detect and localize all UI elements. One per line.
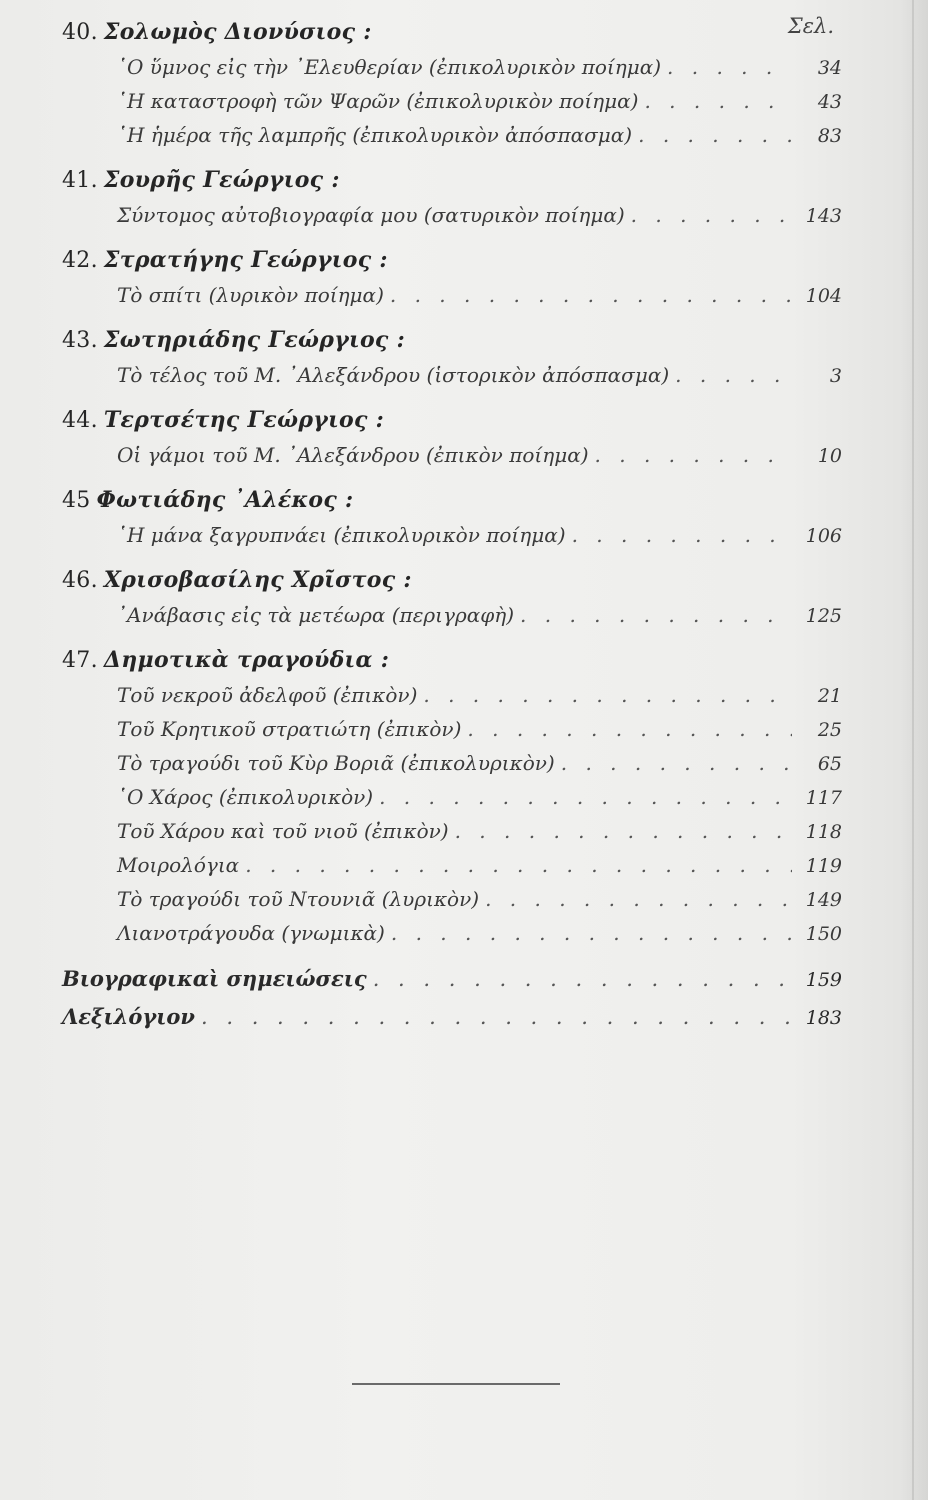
leader-dots (201, 998, 792, 1036)
toc-entry (62, 814, 842, 848)
entry-title: Σύντομος αὐτοβιογραφία μου (σατυρικὸν ποίημα) (117, 203, 625, 227)
toc-entry (62, 278, 842, 312)
toc-entry (62, 118, 842, 152)
leader-dots (245, 848, 792, 882)
author-name: Φωτιάδης ᾿Αλέκος : (96, 487, 354, 513)
leader-dots (467, 712, 792, 746)
entry-page: 3 (829, 365, 842, 387)
section-heading (62, 562, 842, 598)
toc-entry (62, 198, 842, 232)
entry-title: Τὸ σπίτι (λυρικὸν ποίημα) (117, 283, 384, 307)
toc-entry (62, 438, 842, 472)
author-name: Τερτσέτης Γεώργιος : (103, 407, 385, 433)
entry-page: 159 (805, 969, 842, 991)
toc-entry (62, 882, 842, 916)
entry-title: Λιανοτράγουδα (γνωμικὰ) (117, 921, 385, 945)
page-edge (912, 0, 914, 1500)
leader-dots (390, 278, 792, 312)
toc-entry (62, 358, 842, 392)
entry-title: ῾Η μάνα ξαγρυπνάει (ἐπικολυρικὸν ποίημα) (117, 523, 566, 547)
leader-dots (561, 746, 792, 780)
leader-dots (631, 198, 792, 232)
entry-page: 43 (817, 91, 842, 113)
entry-page: 106 (805, 525, 842, 547)
leader-dots (595, 438, 792, 472)
entry-title: ῾Ο Χάρος (ἐπικολυρικὸν) (117, 785, 374, 809)
section-heading (62, 482, 842, 518)
section-number: 41. (62, 168, 98, 193)
entry-page: 65 (817, 753, 842, 775)
entry-title: Βιογραφικαὶ σημειώσεις (62, 966, 367, 991)
section-heading (62, 402, 842, 438)
toc-entry (62, 712, 842, 746)
entry-title: Τοῦ Κρητικοῦ στρατιώτη (ἐπικὸν) (117, 717, 462, 741)
section-number: 40. (62, 20, 98, 45)
entry-page: 34 (817, 57, 842, 79)
entry-title: Τοῦ Χάρου καὶ τοῦ νιοῦ (ἐπικὸν) (117, 819, 449, 843)
section-number: 43. (62, 328, 98, 353)
entry-page: 143 (805, 205, 842, 227)
entry-title: Τοῦ νεκροῦ ἀδελφοῦ (ἐπικὸν) (117, 683, 418, 707)
entry-page: 10 (817, 445, 842, 467)
table-of-contents (62, 14, 842, 1036)
entry-page: 117 (805, 787, 842, 809)
entry-page: 83 (817, 125, 842, 147)
leader-dots (675, 358, 792, 392)
entry-title: Τὸ τραγούδι τοῦ Κὺρ Βοριᾶ (ἐπικολυρικὸν) (117, 751, 555, 775)
entry-title: ῾Ο ὕμνος εἰς τὴν ᾿Ελευθερίαν (ἐπικολυρικὸν ποίημα) (117, 55, 662, 79)
leader-dots (391, 916, 792, 950)
biographical-notes-entry (62, 960, 842, 998)
entry-page: 183 (805, 1007, 842, 1029)
section-heading (62, 322, 842, 358)
entry-page: 104 (805, 285, 842, 307)
author-name: Σουρῆς Γεώργιος : (103, 167, 340, 193)
author-name: Χρισοβασίλης Χρῖστος : (103, 567, 412, 593)
author-name: Δημοτικὰ τραγούδια : (103, 647, 390, 673)
entry-page: 118 (805, 821, 842, 843)
section-number: 46. (62, 568, 98, 593)
toc-entry (62, 518, 842, 552)
leader-dots (455, 814, 792, 848)
entry-page: 119 (805, 855, 842, 877)
section-heading (62, 242, 842, 278)
entry-title: Λεξιλόγιον (62, 1004, 195, 1029)
section-heading (62, 162, 842, 198)
leader-dots (423, 678, 792, 712)
toc-entry (62, 598, 842, 632)
entry-page: 149 (805, 889, 842, 911)
glossary-entry (62, 998, 842, 1036)
section-heading (62, 14, 842, 50)
entry-page: 125 (805, 605, 842, 627)
toc-entry (62, 84, 842, 118)
section-number: 47. (62, 648, 98, 673)
entry-title: Οἱ γάμοι τοῦ Μ. ᾿Αλεξάνδρου (ἐπικὸν ποίημα) (117, 443, 589, 467)
section-number: 45 (62, 488, 91, 513)
entry-title: ῾Η ἡμέρα τῆς λαμπρῆς (ἐπικολυρικὸν ἀπόσπασμα) (117, 123, 633, 147)
leader-dots (638, 118, 792, 152)
entry-title: Μοιρολόγια (117, 853, 240, 877)
toc-entry (62, 678, 842, 712)
toc-entry (62, 746, 842, 780)
toc-entry (62, 780, 842, 814)
section-number: 44. (62, 408, 98, 433)
page-column-label: Σελ. (787, 14, 834, 38)
section-number: 42. (62, 248, 98, 273)
leader-dots (667, 50, 792, 84)
author-name: Σολωμὸς Διονύσιος : (103, 19, 372, 45)
author-name: Σωτηριάδης Γεώργιος : (103, 327, 406, 353)
section-heading (62, 642, 842, 678)
entry-title: ῾Η καταστροφὴ τῶν Ψαρῶν (ἐπικολυρικὸν ποίημα) (117, 89, 639, 113)
leader-dots (520, 598, 792, 632)
toc-entry (62, 916, 842, 950)
leader-dots (373, 960, 792, 998)
toc-entry (62, 50, 842, 84)
entry-title: Τὸ τέλος τοῦ Μ. ᾿Αλεξάνδρου (ἱστορικὸν ἀπόσπασμα) (117, 363, 670, 387)
end-rule (352, 1383, 560, 1385)
entry-title: ᾿Ανάβασις εἰς τὰ μετέωρα (περιγραφὴ) (117, 603, 515, 627)
entry-title: Τὸ τραγούδι τοῦ Ντουνιᾶ (λυρικὸν) (117, 887, 480, 911)
leader-dots (379, 780, 792, 814)
author-name: Στρατήγης Γεώργιος : (103, 247, 388, 273)
leader-dots (572, 518, 792, 552)
toc-entry (62, 848, 842, 882)
leader-dots (644, 84, 792, 118)
leader-dots (485, 882, 792, 916)
entry-page: 25 (817, 719, 842, 741)
entry-page: 150 (805, 923, 842, 945)
entry-page: 21 (817, 685, 842, 707)
